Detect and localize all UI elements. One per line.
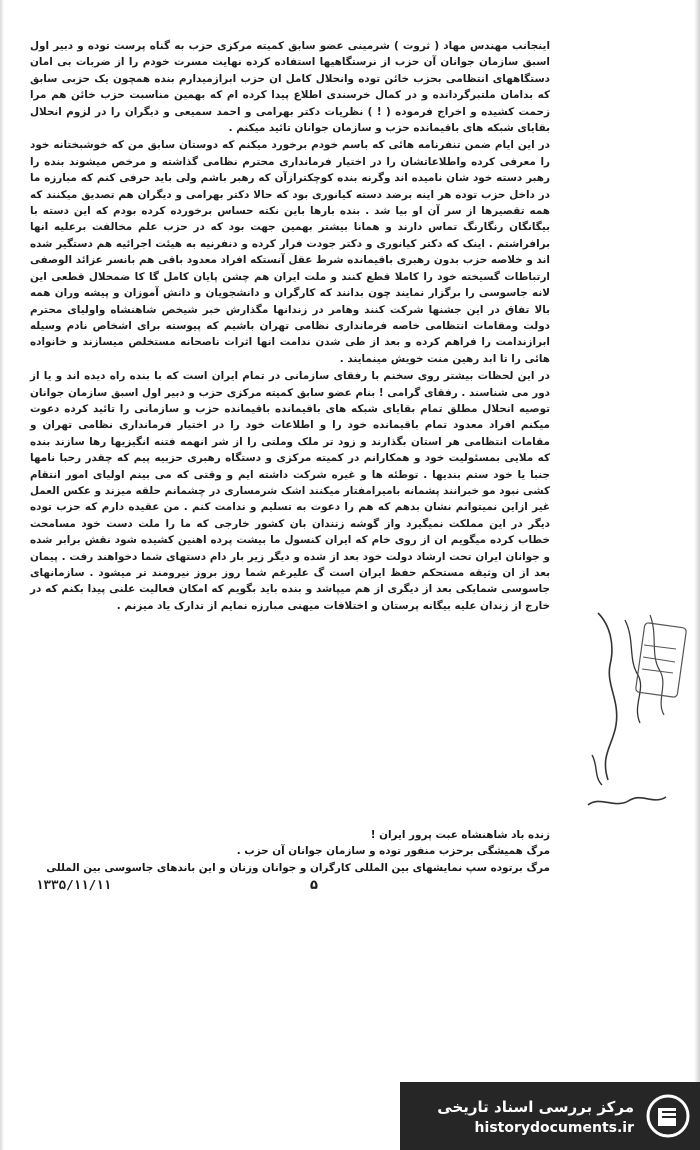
archive-logo-icon: [646, 1094, 690, 1138]
archive-url: historydocuments.ir: [474, 1120, 634, 1136]
document-date: ۱۳۳۵/۱۱/۱۱: [36, 877, 112, 892]
scan-edge-left: [0, 0, 4, 1150]
closing-slogans: [30, 827, 550, 876]
closing-line: مرگ همیشگی برحزب منفور توده و سازمان جوانان آن حزب .: [236, 845, 550, 858]
scan-edge-right: [694, 0, 700, 1150]
archive-title: مرکز بررسی اسناد تاریخی: [437, 1098, 634, 1116]
page-number: ۵: [310, 878, 318, 893]
closing-line: مرگ برتوده سپ نمایشهای بین المللی کارگران و جوانان وزنان و این باندهای جاسوسی بین المللی: [46, 861, 550, 874]
archive-watermark: [400, 1082, 700, 1150]
paragraph-1: اینجانب مهندس مهاد ( ثروت ) شرمینی عضو سابق کمیته مرکزی حزب به گناه پرست توده و دبیر اول اسبق سازمان جوانان آن حزب از نرستگاهیها استفاده کرده نهایت مسرت خودم را از ضربات بی امان دستگاههای انتظامی بحزب خائن توده وانحلال کامل ان حزب ابرازمیدارم بنده همچون یک حزبی سابق که بدامان ملتبرگردانده و در کمال خرسندی اطلاع پیدا کرده ام که بهمین مناسبت حزب خائن هم مرا زحمت کشیده و اخراج فرموده ( ! ) نظریات دکتر بهرامی و احمد سمیعی و دیگران را در لزوم انحلال بقایای شبکه های باقیمانده حزب و سازمان جوانان تائید میکنم .: [30, 40, 550, 135]
closing-line: زنده باد شاهنشاه عبت پرور ایران !: [370, 829, 550, 841]
paragraph-2: در این ایام ضمن تنفرنامه هائی که باسم خودم برخورد میکنم که دوستان سابق من که خوشبختانه خود را معرفی کرده واطلاعاتشان را در اختیار فرمانداری محترم نظامی گذاشته و مرخص میشوند بنده را رهبر دسته خود شان نامیده اند وگرنه بنده کوچکترازآن که رهبر باشم ولی باید حرفی کنم که مبارزه ما در داخل حزب توده هر اینه برضد دسته کیانوری بود که حالا دکتر بهرامی و دیگران هم تصدیق میکنند که همه تقصیرها از سر آن او بیا شد . بنده بارها باین نکته حساس برخورده کرده بودم که این دسته با بیگانگان رنگارنگ تماس دارند و همانا بیشتر بهمین جهت بود که در حزب علم مخالفت برعلیه انها برافراشتم . اینک که دکتر کیانوری و دکتر جودت فرار کرده و دنفرنیه به هیئت اجرائیه هم دستگیر شده اند و خلاصه حزب بدون رهبری باقیمانده شرط عقل آنستکه افراد معدود باقی هم بانسر عزائد الوصفی ارتباطات گسیخته خود را کاملا قطع کنند و ملت ایران هم چشن پایان کامل گا کا ضمحلال قطعی این لانه جاسوسی را برگزار نمایند چون بدانند که کارگران و دانشجویان و دانش آموزان و پیشه وران همه بالا تفاق در این جشنها شرکت کنند وهامر در زندانها مگذارش خبر شیخص شاهنشاه واولیای محترم دولت ومقامات انتظامی خاصه فرمانداری نظامی تهران باشیم که پیوسته برای اشخاص نادم وسیله ابرازندامت را فراهم کرده و بعد از طی شدن ندامت انها اثرات ناصحانه مستخلص میسازند و خانواده هائی را تا ابد رهین منت خویش مینمایند .: [30, 139, 550, 365]
paragraph-3: در این لحظات بیشتر روی سخنم با رفقای سازمانی در تمام ایران است که با بنده راه دیده اند و یا از دور می شناسند . رفقای گرامی ! بنام عضو سابق کمیته مرکزی حزب و دبیر اول اسبق سازمان جوانان توصیه انحلال مطلق تمام بقایای شبکه های باقیمانده باقیمانده حزب و سازمانی را تائید کرده دعوت میکنم افراد معدود تمام باقیمانده خود را و اطلاعات خود را در اختیار فرمانداری نظامی تهران و مقامات انتظامی هر استان بگذارند و زود تر ملک وملتی را از شر انهمه فتنه انگیزیها رها سازند بنده که ملایی بمسئولیت خود و همکارانم در کمیته مرکزی و دستگاه رهبری حزبیه پیم که چقدر رحبا نامها جنبا یا خود ستم بندیها . توطئه ها و غیره شرکت داشته ایم و وقتی که می بینم اولیای امور انتقام کشی نبود مو خبرانند پشمانه بامیرامفتار میکنند اشک شرمساری در چشمانم حلقه میزند و عکس العمل غیر ازاین نمیتوانم نشان بدهم که هم را دعوت به تسلیم و ندامت کنم . من عقیده دارم که حزب توده دیگر در این مملکت نمیگیرد واز گوشه زنندان بان کشور خارجی که ما را ملت دست خود مسامحت خطاب کرده میگویم ان از روی خام که ایران کنسول ما بیشت پرده اهنین کشیده شود نقش برابر شده و جوانان ایران تحت ارشاد دولت خود بعد از شده و دیگر زیر بار دام دستهای شما دخواهند رفت . پیمان بعد از ان وثیقه مستحکم حفظ ایران است گ علیرغم شما روز بروز نیرومند تر میشود . سازمانهای جاسوسی شمایکی بعد از دیگری از هم میپاشد و بنده باید بگویم که امکان فعالیت علنی پیدا بکنم که در خارج از زندان علیه بیگانه پرستان و اختلافات میهنی مبارزه نمایم از تدارک یاد میزنم .: [30, 370, 550, 612]
document-body: [30, 38, 550, 615]
handwritten-stamp-signature: [580, 605, 700, 845]
